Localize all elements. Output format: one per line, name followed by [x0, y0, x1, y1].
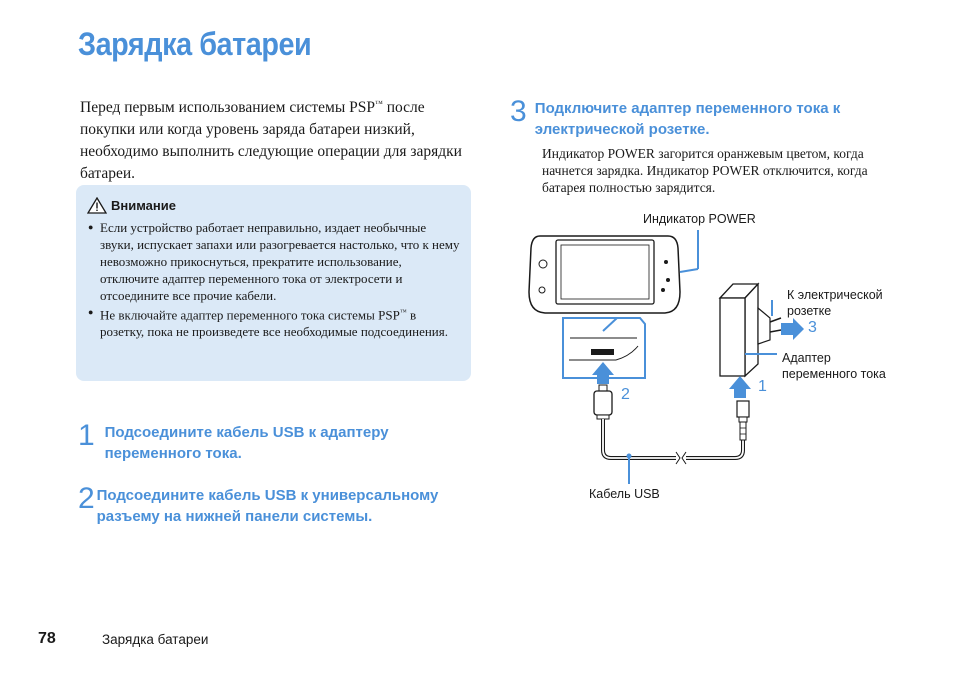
caution-item: ● Если устройство работает неправильно, издает необычные звуки, испускает запахи или разогревается настолько, что к нему невозможно прикоснуться, прекратите использование, отключите адаптер переменного тока от электросети и отсоедините все прочие кабели. — [88, 219, 463, 304]
arrow-3 — [781, 318, 804, 340]
callout-2: 2 — [621, 386, 630, 403]
step-3-description: Индикатор POWER загорится оранжевым цветом, когда начнется зарядка. Индикатор POWER отключится, когда батарея полностью зарядится. — [542, 146, 868, 195]
page-number: 78 — [38, 630, 56, 647]
psp-device-illustration — [529, 236, 680, 313]
intro-text-pre: Перед первым использованием системы PSP — [80, 99, 376, 117]
outlet-label: К электрической розетке — [787, 288, 883, 318]
step-instruction: Подключите адаптер переменного тока к электрической розетке. — [534, 100, 841, 138]
caution-item-text-pre: Не включайте адаптер переменного тока системы PSP — [100, 307, 400, 323]
step-instruction: Подсоедините кабель USB к адаптеру переменного тока. — [104, 424, 389, 462]
page-title: Зарядка батареи — [78, 26, 312, 62]
caution-title: Внимание — [111, 198, 176, 213]
footer-section-title: Зарядка батареи — [102, 632, 209, 647]
arrow-1 — [729, 376, 751, 398]
caution-item-text-post: в розетку, пока не произведете все необходимые подсоединения. — [100, 307, 448, 340]
trademark-mark: ™ — [375, 99, 383, 108]
callout-1: 1 — [758, 378, 767, 395]
usb-cable-label: Кабель USB — [589, 487, 660, 501]
intro-text-post: после покупки или когда уровень заряда батареи низкий, необходимо выполнить следующие операции для зарядки батареи. — [80, 99, 462, 183]
step-instruction: Подсоедините кабель USB к универсальному разъему на нижней панели системы. — [96, 487, 439, 525]
power-indicator-label: Индикатор POWER — [643, 212, 756, 226]
step-number: 3 — [510, 95, 527, 128]
usb-cable-illustration — [594, 385, 749, 464]
adapter-label: Адаптер переменного тока — [782, 351, 886, 381]
ac-adapter-illustration — [720, 284, 781, 376]
callout-3: 3 — [808, 319, 817, 336]
step-number: 2 — [78, 482, 95, 515]
step-number: 1 — [78, 419, 95, 452]
trademark-mark: ™ — [399, 308, 407, 316]
